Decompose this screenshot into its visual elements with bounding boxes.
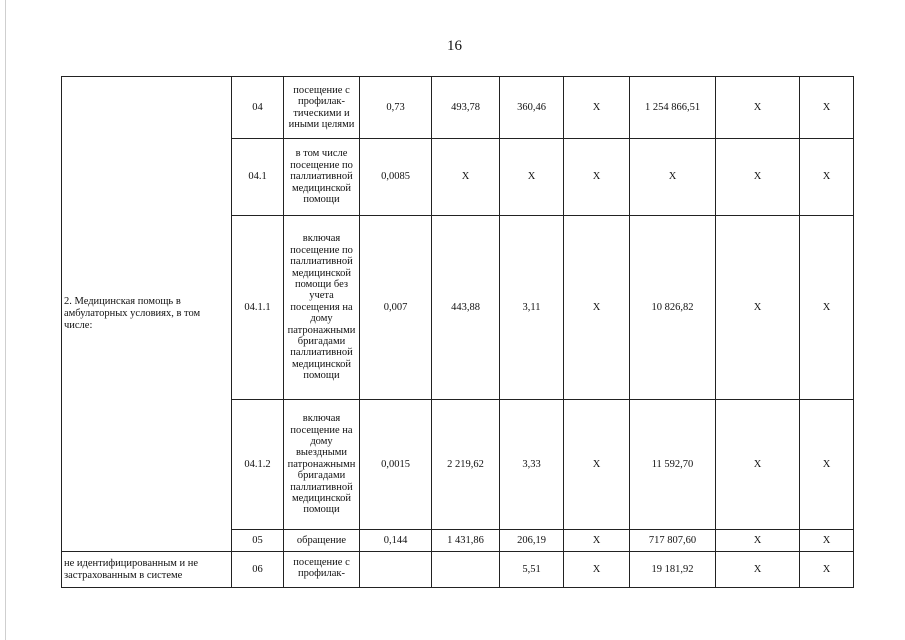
value-cell: Х	[716, 77, 800, 139]
value-cell: Х	[564, 139, 630, 216]
value-cell: 0,0085	[360, 139, 432, 216]
row-code: 04.1	[232, 139, 284, 216]
value-cell: 360,46	[500, 77, 564, 139]
value-cell: 3,33	[500, 400, 564, 530]
value-cell: Х	[564, 530, 630, 552]
value-cell: Х	[716, 552, 800, 588]
page-number: 16	[447, 38, 462, 54]
value-cell: Х	[800, 400, 854, 530]
data-table	[61, 76, 854, 588]
value-cell: Х	[564, 400, 630, 530]
row-description: включая посещение на дому выездными патронажнымн бригадами паллиативной медицинской помощи	[284, 400, 360, 530]
page-edge-line	[5, 0, 6, 640]
group-label-cell: 2. Медицинская помощь в амбулаторных условиях, в том числе:	[62, 77, 232, 552]
value-cell: 10 826,82	[630, 216, 716, 400]
value-cell: Х	[630, 139, 716, 216]
row-code: 04.1.1	[232, 216, 284, 400]
row-description: обращение	[284, 530, 360, 552]
value-cell: 206,19	[500, 530, 564, 552]
value-cell: Х	[800, 77, 854, 139]
value-cell: Х	[564, 77, 630, 139]
value-cell: Х	[800, 216, 854, 400]
value-cell: Х	[716, 530, 800, 552]
value-cell: Х	[432, 139, 500, 216]
value-cell: 3,11	[500, 216, 564, 400]
value-cell: Х	[716, 216, 800, 400]
value-cell: Х	[500, 139, 564, 216]
row-description: включая посещение по паллиативной медицинской помощи без учета посещения на дому патронажными бригадами паллиативной медицинской помощи	[284, 216, 360, 400]
table-row	[62, 552, 854, 588]
value-cell: Х	[800, 530, 854, 552]
table-row	[62, 77, 854, 139]
row-code: 04.1.2	[232, 400, 284, 530]
value-cell: 11 592,70	[630, 400, 716, 530]
value-cell: 2 219,62	[432, 400, 500, 530]
row-code: 05	[232, 530, 284, 552]
value-cell: 717 807,60	[630, 530, 716, 552]
value-cell: 1 254 866,51	[630, 77, 716, 139]
value-cell: 0,144	[360, 530, 432, 552]
value-cell: 493,78	[432, 77, 500, 139]
value-cell: Х	[800, 139, 854, 216]
value-cell: Х	[716, 139, 800, 216]
row-description: в том числе посещение по паллиативной медицинской помощи	[284, 139, 360, 216]
row-description: посещение с профилак-тическими и иными целями	[284, 77, 360, 139]
value-cell: Х	[800, 552, 854, 588]
value-cell: 19 181,92	[630, 552, 716, 588]
row-description: посещение с профилак-	[284, 552, 360, 588]
value-cell	[432, 552, 500, 588]
value-cell: 0,73	[360, 77, 432, 139]
row-name-cell: не идентифицированным и не застрахованным в системе	[62, 552, 232, 588]
value-cell: Х	[564, 216, 630, 400]
value-cell: 443,88	[432, 216, 500, 400]
value-cell: 1 431,86	[432, 530, 500, 552]
value-cell	[360, 552, 432, 588]
value-cell: Х	[716, 400, 800, 530]
value-cell: Х	[564, 552, 630, 588]
value-cell: 5,51	[500, 552, 564, 588]
value-cell: 0,007	[360, 216, 432, 400]
row-code: 06	[232, 552, 284, 588]
value-cell: 0,0015	[360, 400, 432, 530]
row-code: 04	[232, 77, 284, 139]
